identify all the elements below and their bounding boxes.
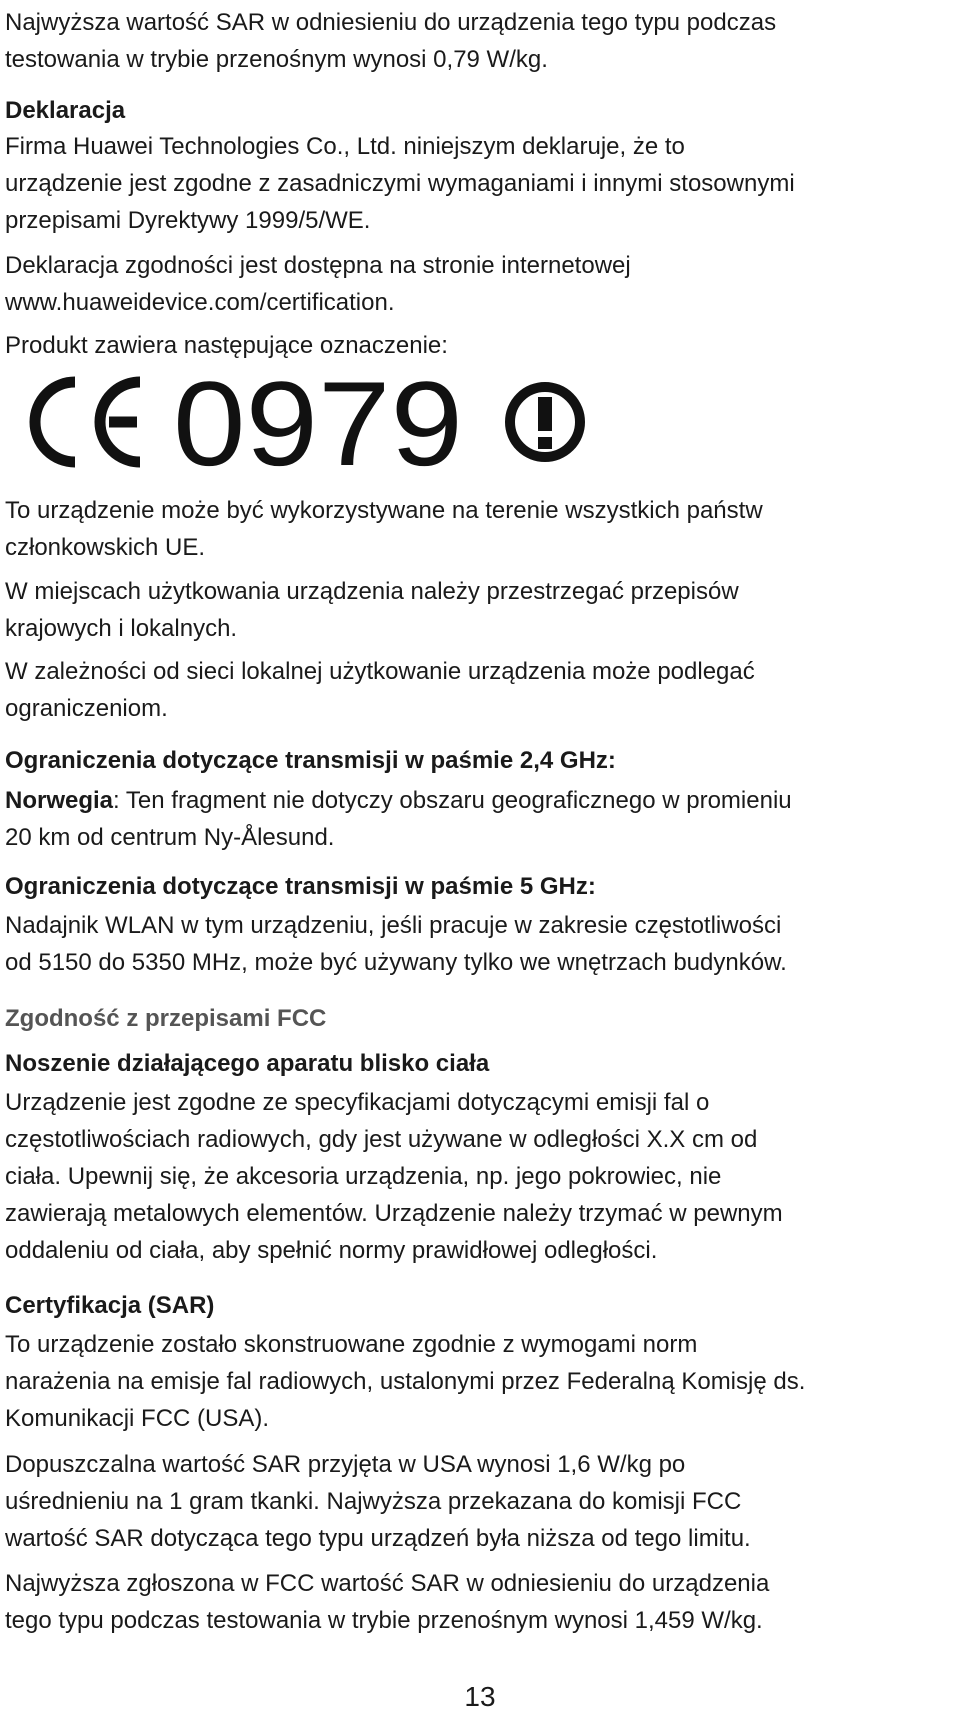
restriction-24-paragraph — [5, 782, 950, 856]
text-line — [5, 782, 950, 819]
text-line: oddaleniu od ciała, aby spełnić normy prawidłowej odległości. — [5, 1237, 658, 1264]
ce-mark-text: CE — [5, 372, 7, 373]
usage-paragraph-3 — [5, 653, 950, 727]
text-line: krajowych i lokalnych. — [5, 615, 238, 642]
text-line: W zależności od sieci lokalnej użytkowanie urządzenia może podlegać — [5, 658, 755, 685]
sar-paragraph-1 — [5, 1326, 950, 1437]
body-worn-heading: Noszenie działającego aparatu blisko ciała — [5, 1050, 490, 1077]
usage-paragraph-2 — [5, 573, 950, 647]
ce-mark — [5, 372, 140, 462]
notified-body-number: 0979 — [173, 372, 463, 472]
alert-icon — [510, 387, 580, 457]
text-line: W miejscach użytkowania urządzenia należy przestrzegać przepisów — [5, 578, 739, 605]
text-line: Komunikacji FCC (USA). — [5, 1405, 270, 1432]
declaration-link-paragraph — [5, 247, 950, 321]
text-line: 20 km od centrum Ny-Ålesund. — [5, 824, 335, 851]
ce-marking — [5, 372, 605, 472]
restriction-24-heading: Ograniczenia dotyczące transmisji w paśmie 2,4 GHz: — [5, 747, 616, 774]
text-line: przepisami Dyrektywy 1999/5/WE. — [5, 207, 371, 234]
text-fragment: : Ten fragment nie dotyczy obszaru geograficznego w promieniu — [113, 787, 792, 814]
text-line: Najwyższa wartość SAR w odniesieniu do urządzenia tego typu podczas — [5, 9, 777, 36]
text-line: uśrednieniu na 1 gram tkanki. Najwyższa przekazana do komisji FCC — [5, 1488, 742, 1515]
text-line: od 5150 do 5350 MHz, może być używany tylko we wnętrzach budynków. — [5, 949, 787, 976]
sar-certification-heading: Certyfikacja (SAR) — [5, 1292, 215, 1319]
sar-paragraph-3 — [5, 1565, 950, 1639]
text-line: testowania w trybie przenośnym wynosi 0,79 W/kg. — [5, 46, 548, 73]
text-line: Deklaracja zgodności jest dostępna na stronie internetowej — [5, 252, 631, 279]
text-line: Dopuszczalna wartość SAR przyjęta w USA wynosi 1,6 W/kg po — [5, 1451, 686, 1478]
text-line: członkowskich UE. — [5, 534, 206, 561]
declaration-paragraph — [5, 128, 950, 239]
marking-label: Produkt zawiera następujące oznaczenie: — [5, 332, 448, 359]
sar-paragraph-2 — [5, 1446, 950, 1557]
text-line: Urządzenie jest zgodne ze specyfikacjami dotyczącymi emisji fal o — [5, 1089, 710, 1116]
declaration-heading: Deklaracja — [5, 97, 126, 124]
text-line: To urządzenie może być wykorzystywane na terenie wszystkich państw — [5, 497, 763, 524]
text-line: Najwyższa zgłoszona w FCC wartość SAR w odniesieniu do urządzenia — [5, 1570, 770, 1597]
text-line: częstotliwościach radiowych, gdy jest używane w odległości X.X cm od — [5, 1126, 758, 1153]
text-line: tego typu podczas testowania w trybie przenośnym wynosi 1,459 W/kg. — [5, 1607, 763, 1634]
text-line: zawierają metalowych elementów. Urządzenie należy trzymać w pewnym — [5, 1200, 783, 1227]
restriction-5-paragraph — [5, 907, 950, 981]
page-number: 13 — [464, 1681, 496, 1712]
usage-paragraph-1 — [5, 492, 950, 566]
text-line: Nadajnik WLAN w tym urządzeniu, jeśli pracuje w zakresie częstotliwości — [5, 912, 782, 939]
restriction-5-heading: Ograniczenia dotyczące transmisji w paśmie 5 GHz: — [5, 873, 596, 900]
text-line: Firma Huawei Technologies Co., Ltd. niniejszym deklaruje, że to — [5, 133, 685, 160]
body-worn-paragraph — [5, 1084, 950, 1269]
sar-intro-paragraph — [5, 4, 950, 78]
text-line: ciała. Upewnij się, że akcesoria urządzenia, np. jego pokrowiec, nie — [5, 1163, 722, 1190]
text-line: ograniczeniom. — [5, 695, 168, 722]
text-line: To urządzenie zostało skonstruowane zgodnie z wymogami norm — [5, 1331, 698, 1358]
certification-link[interactable]: www.huaweidevice.com/certification. — [5, 289, 395, 316]
fcc-section-heading: Zgodność z przepisami FCC — [5, 1005, 327, 1032]
text-line: wartość SAR dotycząca tego typu urządzeń była niższa od tego limitu. — [5, 1525, 751, 1552]
text-line: narażenia na emisje fal radiowych, ustalonymi przez Federalną Komisję ds. — [5, 1368, 806, 1395]
text-line: urządzenie jest zgodne z zasadniczymi wymaganiami i innymi stosownymi — [5, 170, 795, 197]
country-name: Norwegia — [5, 787, 114, 814]
